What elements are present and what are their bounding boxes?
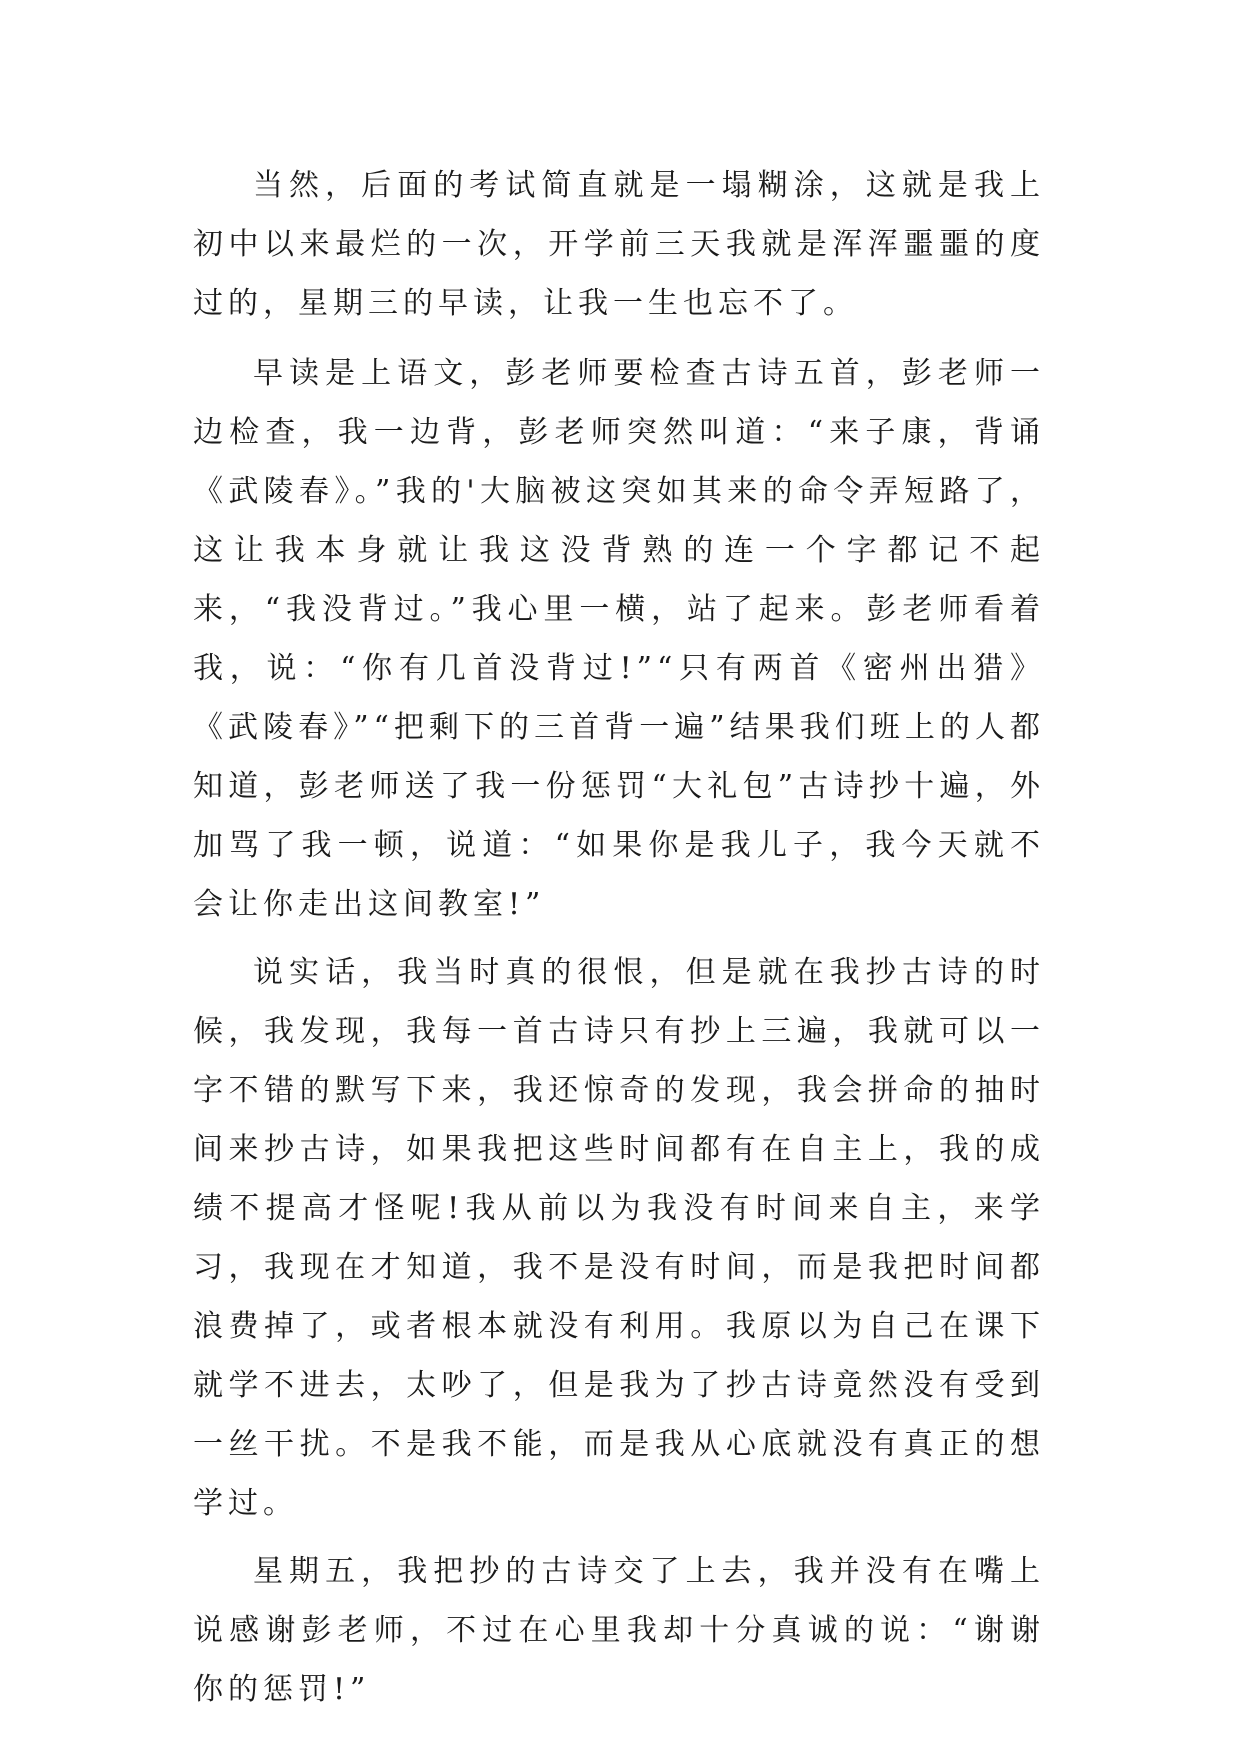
document-body — [193, 156, 1045, 1719]
paragraph-4: 星期五，我把抄的古诗交了上去，我并没有在嘴上说感谢彭老师，不过在心里我却十分真诚的说：“谢谢你的惩罚!” — [193, 1554, 1045, 1707]
paragraph-1: 当然，后面的考试简直就是一塌糊涂，这就是我上初中以来最烂的一次，开学前三天我就是浑浑噩噩的度过的，星期三的早读，让我一生也忘不了。 — [193, 168, 1045, 321]
paragraph-3: 说实话，我当时真的很恨，但是就在我抄古诗的时候，我发现，我每一首古诗只有抄上三遍，我就可以一字不错的默写下来，我还惊奇的发现，我会拼命的抽时间来抄古诗，如果我把这些时间都有在自主上，我的成绩不提高才怪呢!我从前以为我没有时间来自主，来学习，我现在才知道，我不是没有时间，而是我把时间都浪费掉了，或者根本就没有利用。我原以为自己在课下就学不进去，太吵了，但是我为了抄古诗竟然没有受到一丝干扰。不是我不能，而是我从心底就没有真正的想学过。 — [193, 955, 1045, 1521]
paragraph-2: 早读是上语文，彭老师要检查古诗五首，彭老师一边检查，我一边背，彭老师突然叫道：“来子康，背诵《武陵春》。”我的'大脑被这突如其来的命令弄短路了，这让我本身就让我这没背熟的连一个字都记不起来，“我没背过。”我心里一横，站了起来。彭老师看着我，说：“你有几首没背过!”“只有两首《密州出猎》《武陵春》”“把剩下的三首背一遍”结果我们班上的人都知道，彭老师送了我一份惩罚“大礼包”古诗抄十遍，外加骂了我一顿，说道：“如果你是我儿子，我今天就不会让你走出这间教室!” — [193, 356, 1045, 922]
